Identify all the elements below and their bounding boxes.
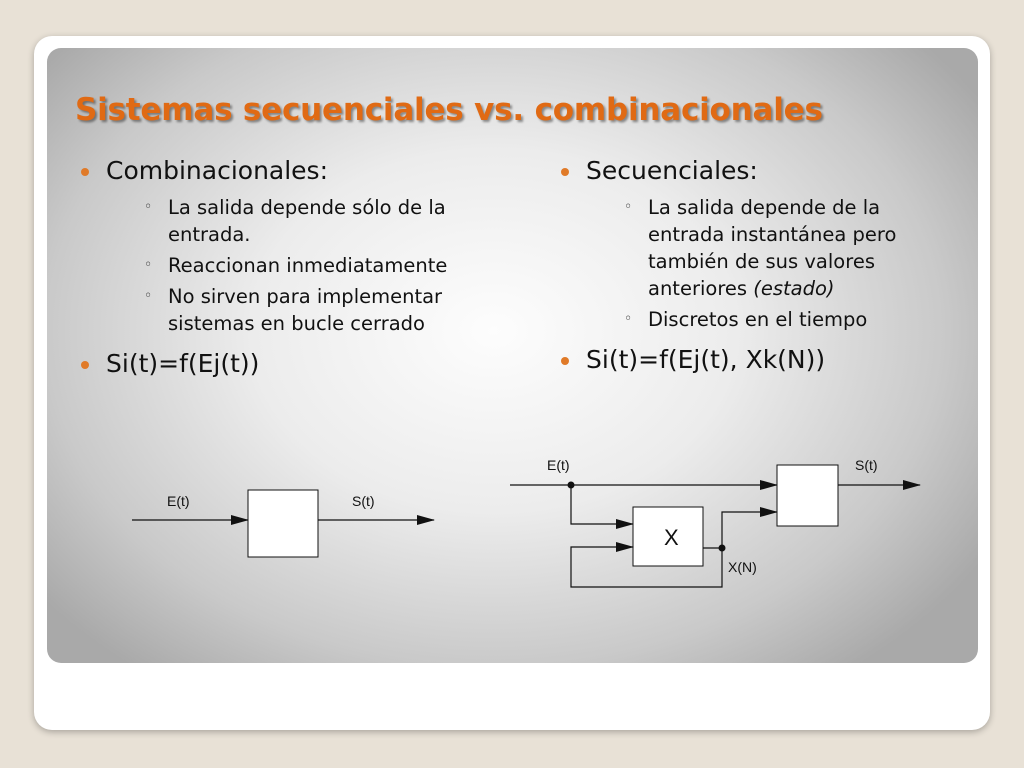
state-term: (estado): [753, 277, 835, 300]
input-label: E(t): [167, 493, 190, 509]
sequential-diagram: [510, 457, 920, 587]
state-to-logic-arrow: [722, 512, 777, 548]
state-label: X(N): [728, 559, 757, 575]
output-label: S(t): [352, 493, 375, 509]
list-item: ◦ La salida depende de la entrada instantánea pero también de sus valores anteriores (estado): [624, 196, 897, 300]
combinational-heading: Combinacionales:: [106, 156, 329, 185]
list-item: ◦ La salida depende sólo de la entrada.: [144, 196, 446, 246]
list-item: ◦ Reaccionan inmediatamente: [144, 254, 448, 277]
input-label: E(t): [547, 457, 570, 473]
sub-bullet-icon: ◦: [144, 288, 153, 304]
list-item: ◦ Discretos en el tiempo: [624, 308, 868, 331]
input-to-memory-arrow: [571, 485, 633, 524]
sequential-logic-block: [777, 465, 838, 526]
sub-bullet-icon: ◦: [624, 199, 633, 215]
sequential-heading: Secuenciales:: [586, 156, 758, 185]
output-label: S(t): [855, 457, 878, 473]
combinational-block: [248, 490, 318, 557]
combinational-diagram: [132, 490, 434, 557]
sub-bullet-icon: ◦: [144, 257, 153, 273]
combinational-formula: Si(t)=f(Ej(t)): [106, 349, 260, 378]
sub-bullet-icon: ◦: [144, 199, 153, 215]
sub-bullet-icon: ◦: [624, 311, 633, 327]
list-item: ◦ No sirven para implementar sistemas en bucle cerrado: [144, 285, 443, 335]
sequential-formula: Si(t)=f(Ej(t), Xk(N)): [586, 345, 826, 374]
slide-title: Sistemas secuenciales vs. combinacionales: [75, 92, 823, 128]
memory-label: X: [664, 525, 679, 550]
